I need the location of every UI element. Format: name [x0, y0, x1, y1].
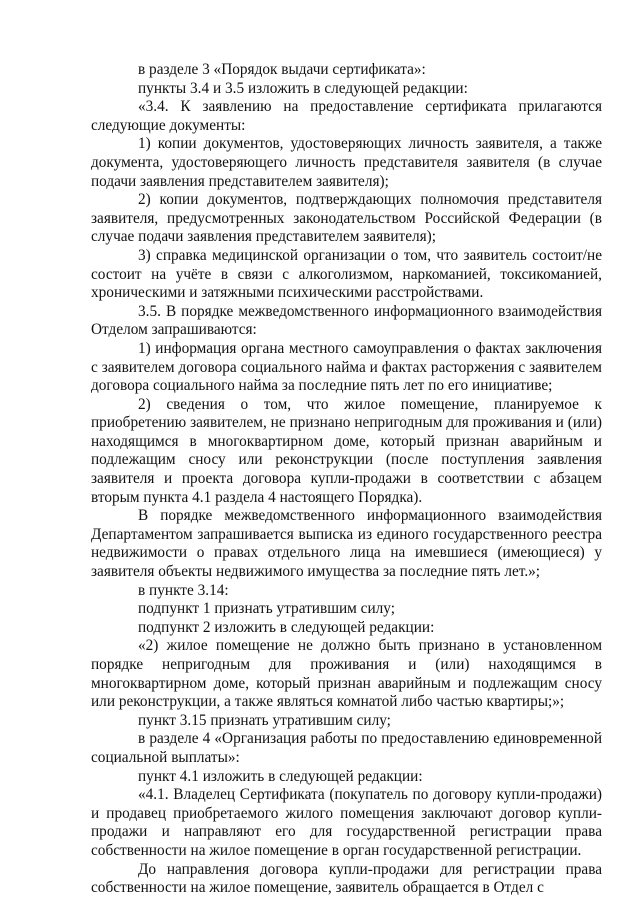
paragraph: 1) копии документов, удостоверяющих личность заявителя, а также документа, удостоверяющего личность представителя заявителя (в случае подачи заявления представителем заявителя);	[91, 135, 602, 190]
paragraph: пункты 3.4 и 3.5 изложить в следующей редакции:	[138, 79, 468, 97]
paragraph: подпункт 2 изложить в следующей редакции:	[138, 618, 435, 636]
paragraph: 3) справка медицинской организации о том, что заявитель состоит/не состоит на учёте в связи с алкоголизмом, наркоманией, токсикоманией, хроническими и затяжными психическими расстройствами.	[91, 246, 602, 302]
paragraph: пункт 3.15 признать утратившим силу;	[138, 711, 391, 729]
paragraph: В порядке межведомственного информационного взаимодействия Департаментом запрашивается выписка из единого государственного реестра недвижимости о правах отдельного лица на имевшиеся (имеющиеся) у заявителя объекты недвижимого имущества за последние пять лет.»;	[91, 507, 602, 581]
paragraph: 1) информация органа местного самоуправления о фактах заключения с заявителем договора социального найма и фактах расторжения с заявителем договора социального найма за последние пять лет по его инициативе;	[91, 339, 602, 395]
paragraph: 3.5. В порядке межведомственного информационного взаимодействия Отделом запрашиваются:	[91, 302, 602, 339]
paragraph: пункт 4.1 изложить в следующей редакции:	[138, 767, 423, 785]
paragraph: 2) копии документов, подтверждающих полномочия представителя заявителя, предусмотренных законодательством Российской Федерации (в случае подачи заявления представителем заявителя);	[91, 191, 602, 246]
paragraph: До направления договора купли-продажи для регистрации права собственности на жилое помещение, заявитель обращается в Отдел с	[91, 860, 602, 897]
paragraph: в разделе 4 «Организация работы по предоставлению единовременной социальной выплаты»:	[91, 730, 602, 766]
document-body	[91, 61, 602, 898]
paragraph: в пункте 3.14:	[138, 581, 229, 599]
paragraph: 2) сведения о том, что жилое помещение, планируемое к приобретению заявителем, не признано непригодным для проживания и (или) находящимся в многоквартирном доме, который признан аварийным и подлежащим сносу или реконструкции (после поступления заявления заявителя и проекта договора купли-продажи в соответствии с абзацем вторым пункта 4.1 раздела 4 настоящего Порядка).	[91, 395, 602, 506]
paragraph: «4.1. Владелец Сертификата (покупатель по договору купли-продажи) и продавец приобретаемого жилого помещения заключают договор купли-продажи и направляют его для государственной регистрации права собственности на жилое помещение в орган государственной регистрации.	[91, 786, 602, 859]
paragraph: в разделе 3 «Порядок выдачи сертификата»:	[138, 61, 426, 78]
paragraph: «3.4. К заявлению на предоставление сертификата прилагаются следующие документы:	[91, 98, 602, 134]
paragraph: «2) жилое помещение не должно быть признано в установленном порядке непригодным для проживания и (или) находящимся в многоквартирном доме, который признан аварийным и подлежащим сносу или реконструкции, а также являться комнатой либо частью квартиры;»;	[91, 637, 602, 711]
paragraph: подпункт 1 признать утратившим силу;	[138, 600, 395, 618]
